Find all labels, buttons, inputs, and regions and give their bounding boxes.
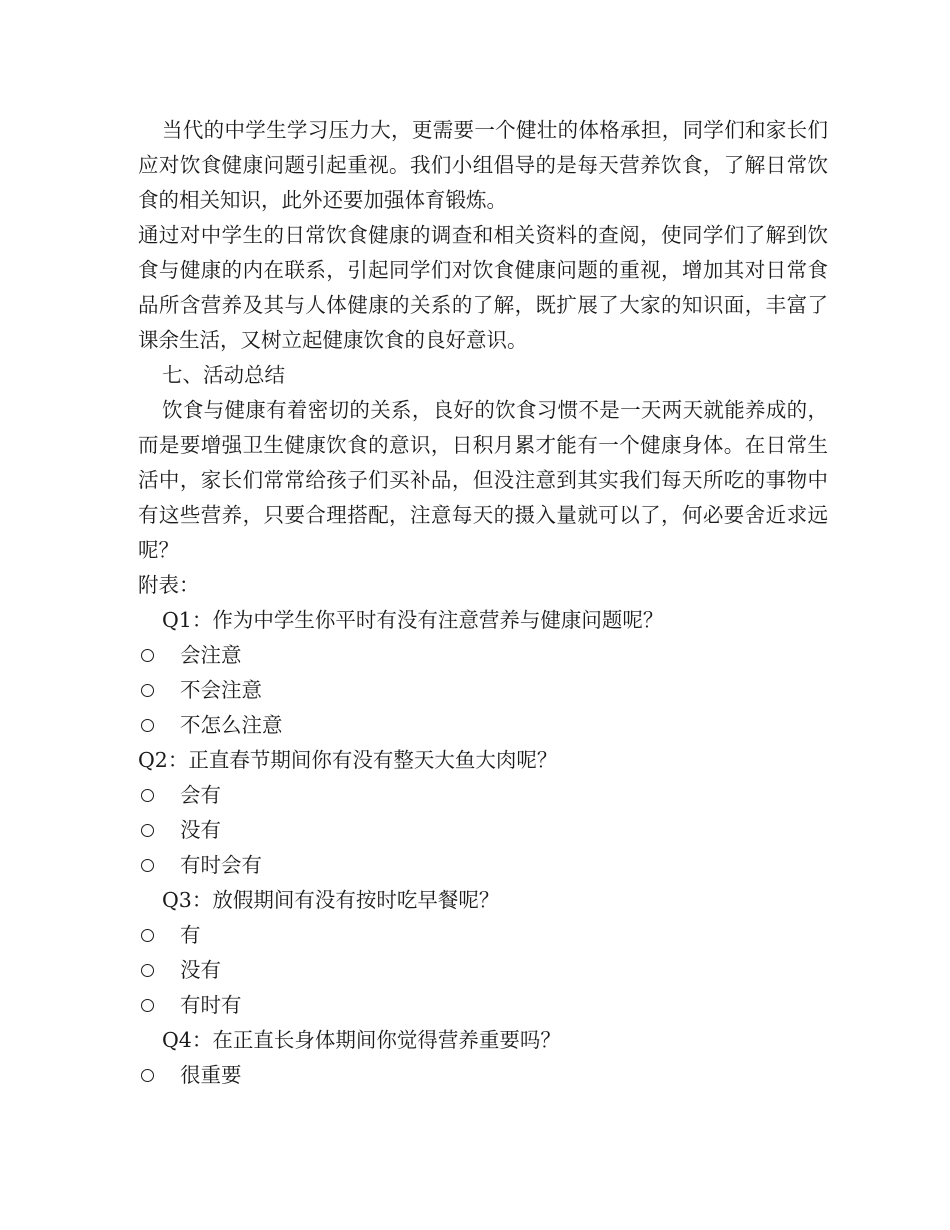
option-q2-1[interactable] bbox=[138, 778, 828, 813]
research-paragraph: 通过对中学生的日常饮食健康的调查和相关资料的查阅，使同学们了解到饮食与健康的内在联系，引起同学们对饮食健康问题的重视，增加其对日常食品所含营养及其与人体健康的关系的了解，既扩展了大家的知识面，丰富了课余生活，又树立起健康饮食的良好意识。 bbox=[138, 223, 828, 352]
option-label: 会有 bbox=[180, 783, 221, 807]
radio-circle-icon[interactable] bbox=[141, 929, 154, 942]
summary-paragraph: 饮食与健康有着密切的关系，良好的饮食习惯不是一天两天就能养成的，而是要增强卫生健康饮食的意识，日积月累才能有一个健康身体。在日常生活中，家长们常常给孩子们买补品，但没注意到其实我们每天所吃的事物中有这些营养，只要合理搭配，注意每天的摄入量就可以了，何必要舍近求远呢？ bbox=[138, 398, 828, 562]
section-heading: 七、活动总结 bbox=[162, 363, 285, 387]
option-q3-1[interactable] bbox=[138, 918, 828, 953]
option-q2-3[interactable] bbox=[138, 848, 828, 883]
question-q3: Q3：放假期间有没有按时吃早餐呢？ bbox=[162, 888, 500, 912]
radio-circle-icon[interactable] bbox=[141, 964, 154, 977]
option-label: 会注意 bbox=[180, 643, 242, 667]
option-q1-3[interactable] bbox=[138, 708, 828, 743]
option-label: 没有 bbox=[180, 818, 221, 842]
question-q1: Q1：作为中学生你平时有没有注意营养与健康问题呢？ bbox=[162, 608, 664, 632]
radio-circle-icon[interactable] bbox=[141, 859, 154, 872]
option-q4-1[interactable] bbox=[138, 1058, 828, 1093]
intro-paragraph: 当代的中学生学习压力大，更需要一个健壮的体格承担，同学们和家长们应对饮食健康问题引起重视。我们小组倡导的是每天营养饮食，了解日常饮食的相关知识，此外还要加强体育锻炼。 bbox=[138, 118, 828, 212]
option-label: 有时会有 bbox=[180, 853, 262, 877]
option-label: 不会注意 bbox=[180, 678, 262, 702]
radio-circle-icon[interactable] bbox=[141, 684, 154, 697]
radio-circle-icon[interactable] bbox=[141, 789, 154, 802]
option-q2-2[interactable] bbox=[138, 813, 828, 848]
radio-circle-icon[interactable] bbox=[141, 999, 154, 1012]
radio-circle-icon[interactable] bbox=[141, 719, 154, 732]
option-label: 很重要 bbox=[180, 1063, 242, 1087]
option-label: 没有 bbox=[180, 958, 221, 982]
option-label: 不怎么注意 bbox=[180, 713, 283, 737]
document-body bbox=[138, 113, 828, 1093]
radio-circle-icon[interactable] bbox=[141, 1069, 154, 1082]
option-q3-2[interactable] bbox=[138, 953, 828, 988]
option-q1-1[interactable] bbox=[138, 638, 828, 673]
question-q2: Q2：正直春节期间你有没有整天大鱼大肉呢？ bbox=[138, 748, 558, 772]
option-q3-3[interactable] bbox=[138, 988, 828, 1023]
option-label: 有时有 bbox=[180, 993, 242, 1017]
radio-circle-icon[interactable] bbox=[141, 649, 154, 662]
question-q4: Q4：在正直长身体期间你觉得营养重要吗？ bbox=[162, 1028, 561, 1052]
appendix-label: 附表： bbox=[138, 573, 200, 597]
option-label: 有 bbox=[180, 923, 201, 947]
radio-circle-icon[interactable] bbox=[141, 824, 154, 837]
option-q1-2[interactable] bbox=[138, 673, 828, 708]
